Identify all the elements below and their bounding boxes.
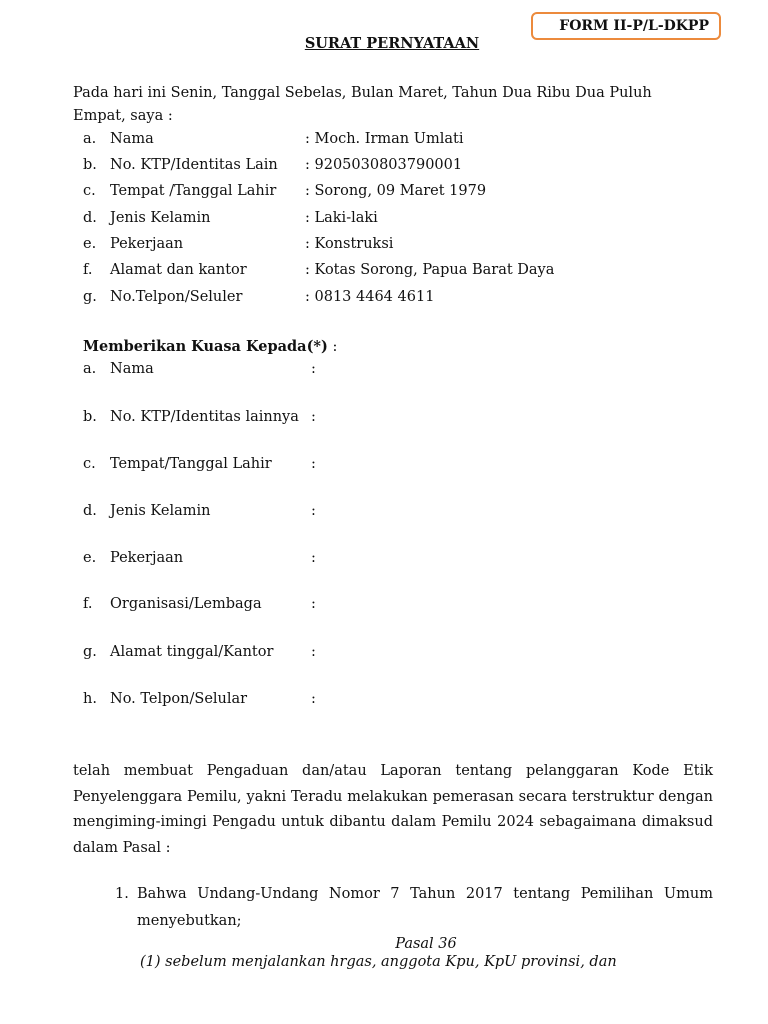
intro-text: Pada hari ini Senin, Tanggal Sebelas, Bulan Maret, Tahun Dua Ribu Dua Puluh Empat, saya : bbox=[73, 85, 652, 124]
item-text: Bahwa Undang-Undang Nomor 7 Tahun 2017 tentang Pemilihan Umum menyebutkan; bbox=[137, 886, 713, 929]
row-colon: : bbox=[311, 503, 316, 519]
row-letter: c. bbox=[83, 456, 96, 472]
row-letter: g. bbox=[83, 644, 97, 660]
form-code-badge: FORM II-P/L-DKPP bbox=[531, 12, 721, 40]
row-value: : 9205030803790001 bbox=[305, 157, 463, 173]
row-value: : Sorong, 09 Maret 1979 bbox=[305, 183, 487, 199]
row-letter: h. bbox=[83, 691, 97, 707]
row-letter: e. bbox=[83, 550, 97, 566]
pasal-quote: (1) sebelum menjalankan hrgas, anggota Kpu, KpU provinsi, dan bbox=[140, 954, 617, 970]
row-letter: a. bbox=[83, 361, 97, 377]
row-label: Organisasi/Lembaga bbox=[110, 596, 262, 612]
row-label: No.Telpon/Seluler bbox=[110, 289, 243, 305]
row-label: No. KTP/Identitas Lain bbox=[110, 157, 278, 173]
row-letter: d. bbox=[83, 210, 97, 226]
statement-paragraph: telah membuat Pengaduan dan/atau Laporan tentang pelanggaran Kode Etik Penyelenggara Pemilu, yakni Teradu melakukan pemerasan secara terstruktur dengan mengiming-imingi Pengadu untuk dibantu dalam Pemilu 2024 sebagaimana dimaksud dalam Pasal : bbox=[73, 763, 713, 856]
row-letter: a. bbox=[83, 131, 97, 147]
row-letter: e. bbox=[83, 236, 97, 252]
row-label: Tempat/Tanggal Lahir bbox=[110, 456, 272, 472]
row-label: Pekerjaan bbox=[110, 236, 184, 252]
row-value: : Moch. Irman Umlati bbox=[305, 131, 464, 147]
item-number: 1. bbox=[115, 886, 129, 902]
row-label: No. KTP/Identitas lainnya bbox=[110, 409, 299, 425]
row-colon: : bbox=[311, 644, 316, 660]
row-letter: f. bbox=[83, 262, 93, 278]
row-label: Alamat tinggal/Kantor bbox=[110, 644, 274, 660]
row-label: Alamat dan kantor bbox=[110, 262, 247, 278]
row-letter: d. bbox=[83, 503, 97, 519]
row-label: Nama bbox=[110, 131, 154, 147]
row-label: Jenis Kelamin bbox=[110, 210, 211, 226]
row-colon: : bbox=[311, 456, 316, 472]
row-letter: f. bbox=[83, 596, 93, 612]
row-label: Nama bbox=[110, 361, 154, 377]
pasal-heading: Pasal 36 bbox=[395, 936, 457, 952]
row-letter: c. bbox=[83, 183, 96, 199]
row-colon: : bbox=[311, 409, 316, 425]
row-value: : 0813 4464 4611 bbox=[305, 289, 435, 305]
row-colon: : bbox=[311, 691, 316, 707]
kuasa-heading bbox=[83, 338, 337, 355]
row-letter: g. bbox=[83, 289, 97, 305]
row-colon: : bbox=[311, 596, 316, 612]
row-label: Pekerjaan bbox=[110, 550, 184, 566]
row-value: : Laki-laki bbox=[305, 210, 378, 226]
row-colon: : bbox=[311, 550, 316, 566]
row-letter: b. bbox=[83, 409, 97, 425]
kuasa-heading-colon: : bbox=[327, 339, 338, 355]
kuasa-heading-text: Memberikan Kuasa Kepada(*) bbox=[83, 338, 328, 355]
row-label: Tempat /Tanggal Lahir bbox=[110, 183, 277, 199]
row-value: : Kotas Sorong, Papua Barat Daya bbox=[305, 262, 555, 278]
row-letter: b. bbox=[83, 157, 97, 173]
row-colon: : bbox=[311, 361, 316, 377]
row-label: No. Telpon/Selular bbox=[110, 691, 248, 707]
row-value: : Konstruksi bbox=[305, 236, 394, 252]
row-label: Jenis Kelamin bbox=[110, 503, 211, 519]
document-title: SURAT PERNYATAAN bbox=[304, 35, 480, 52]
